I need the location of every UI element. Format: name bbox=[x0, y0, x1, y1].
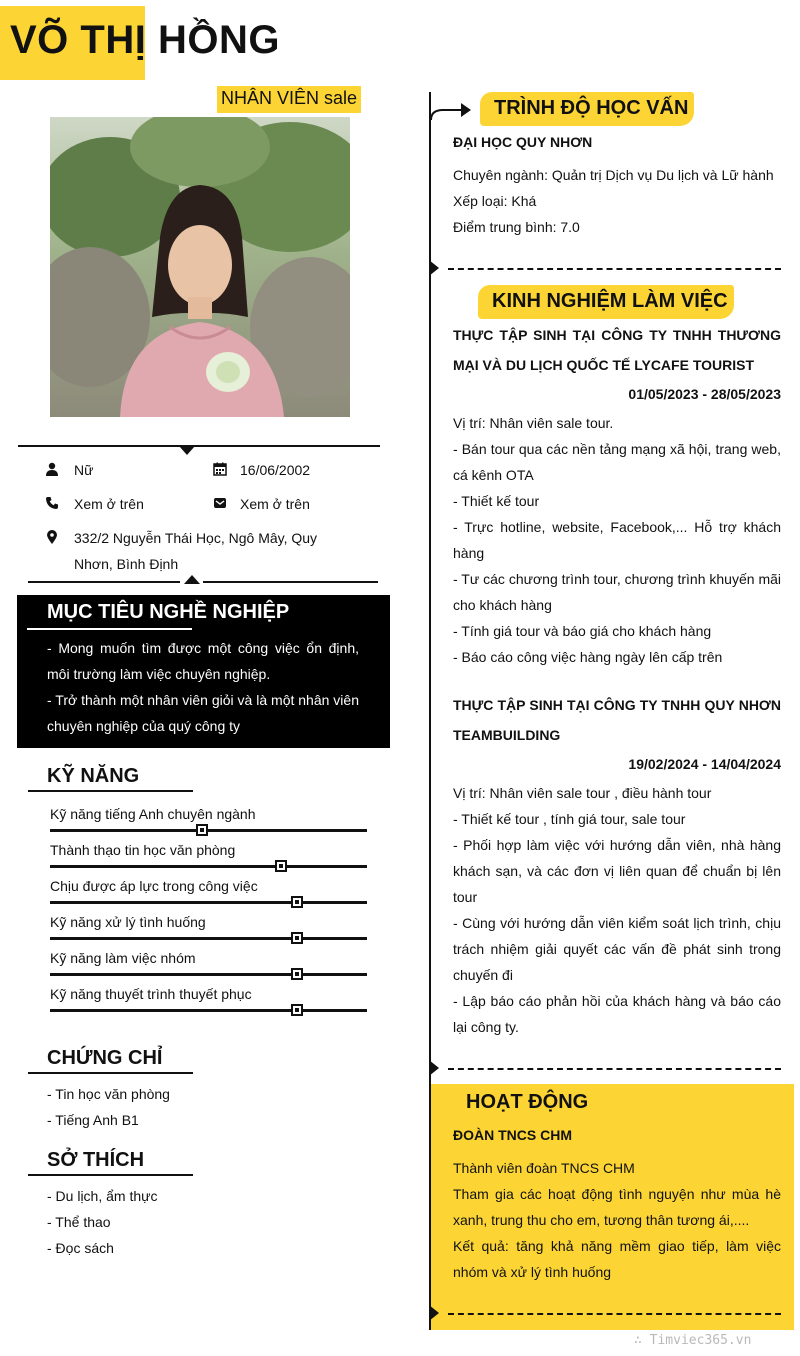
education-school: ĐẠI HỌC QUY NHƠN bbox=[453, 134, 593, 150]
activities-title: HOẠT ĐỘNG bbox=[466, 1091, 589, 1113]
email-value: Xem ở trên bbox=[240, 496, 310, 512]
divider-marker-down bbox=[179, 446, 195, 455]
skill-label: Kỹ năng làm việc nhóm bbox=[50, 950, 196, 966]
candidate-name: VÕ THỊ HỒNG bbox=[10, 18, 280, 62]
job-2-details: Vị trí: Nhân viên sale tour , điều hành tour - Thiết kế tour , tính giá tour, sale tour - Phối hợp làm việc với hướng dẫn viên, nhà hàng khách sạn, và các đơn vị liên quan để chuẩn bị lên tour - Cùng với hướng dẫn viên kiểm soát lịch trình, chịu trách nhiệm giải quyết các vấn đề phát sinh trong chuyến đi - Lập báo cáo phản hồi của khách hàng và báo cáo lại công ty. bbox=[453, 785, 781, 1035]
skill-label: Kỹ năng thuyết trình thuyết phục bbox=[50, 986, 252, 1002]
activities-org: ĐOÀN TNCS CHM bbox=[453, 1127, 572, 1143]
career-goal-underline bbox=[27, 628, 192, 630]
watermark: ∴ Timviec365.vn bbox=[634, 1333, 752, 1348]
skill-label: Thành thạo tin học văn phòng bbox=[50, 842, 236, 858]
skill-label: Chịu được áp lực trong công việc bbox=[50, 878, 258, 894]
education-details: Chuyên ngành: Quản trị Dịch vụ Du lịch và Lữ hành Xếp loại: Khá Điểm trung bình: 7.0 bbox=[453, 167, 774, 235]
dashed-divider-3 bbox=[448, 1313, 781, 1315]
job-2-dates: 19/02/2024 - 14/04/2024 bbox=[628, 756, 781, 772]
skill-level-knob bbox=[196, 824, 208, 836]
skill-level-knob bbox=[291, 1004, 303, 1016]
skills-title: KỸ NĂNG bbox=[47, 765, 140, 787]
skill-label: Kỹ năng tiếng Anh chuyên ngành bbox=[50, 806, 256, 822]
hobbies-title: SỞ THÍCH bbox=[47, 1149, 145, 1171]
gender-icon bbox=[45, 462, 61, 478]
dashed-divider-2 bbox=[448, 1068, 781, 1070]
email-icon bbox=[213, 496, 229, 512]
birthdate-value: 16/06/2002 bbox=[240, 462, 311, 478]
certificates-underline bbox=[28, 1072, 193, 1074]
skill-level-bar bbox=[50, 1009, 367, 1012]
career-goal-text: - Mong muốn tìm được một công việc ổn định, môi trường làm việc chuyên nghiệp. - Trở thành một nhân viên giỏi và là một nhân viên chuyên nghiệp của quý công ty bbox=[47, 640, 359, 734]
certificates-title: CHỨNG CHỈ bbox=[47, 1047, 163, 1069]
skill-level-knob bbox=[291, 968, 303, 980]
career-goal-title: MỤC TIÊU NGHỀ NGHIỆP bbox=[47, 601, 290, 623]
skill-level-knob bbox=[291, 896, 303, 908]
dashed-divider-1 bbox=[448, 268, 781, 270]
timeline-marker-2 bbox=[429, 1060, 439, 1076]
job-1-company: THỰC TẬP SINH TẠI CÔNG TY TNHH THƯƠNG MẠI VÀ DU LỊCH QUỐC TẾ LYCAFE TOURIST bbox=[453, 327, 781, 373]
info-bottom-divider-left bbox=[28, 581, 180, 583]
timeline-line bbox=[429, 92, 431, 1330]
hobbies-list: - Du lịch, ẩm thực - Thể thao - Đọc sách bbox=[47, 1188, 158, 1256]
location-pin-icon bbox=[45, 530, 61, 546]
experience-title: KINH NGHIỆM LÀM VIỆC bbox=[492, 290, 728, 312]
activities-details: Thành viên đoàn TNCS CHM Tham gia các hoạt động tình nguyện như mùa hè xanh, trung thu cho em, tương thân tương ái,.... Kết quả: tăng khả năng mềm giao tiếp, làm việc nhóm và xử lý tình huống bbox=[453, 1160, 781, 1280]
info-bottom-divider-right bbox=[203, 581, 378, 583]
skill-level-bar bbox=[50, 973, 367, 976]
job-2-company: THỰC TẬP SINH TẠI CÔNG TY TNHH QUY NHƠN TEAMBUILDING bbox=[453, 697, 781, 743]
hobbies-underline bbox=[28, 1174, 193, 1176]
certificates-list: - Tin học văn phòng - Tiếng Anh B1 bbox=[47, 1086, 170, 1128]
phone-icon bbox=[45, 496, 61, 512]
skill-level-bar bbox=[50, 901, 367, 904]
job-1-dates: 01/05/2023 - 28/05/2023 bbox=[628, 386, 781, 402]
skill-level-knob bbox=[275, 860, 287, 872]
education-arrow-icon bbox=[429, 98, 474, 122]
timeline-marker-3 bbox=[429, 1305, 439, 1321]
timeline-marker-1 bbox=[429, 260, 439, 276]
skill-level-bar bbox=[50, 829, 367, 832]
career-goal-section bbox=[17, 595, 390, 748]
skill-level-bar bbox=[50, 937, 367, 940]
gender-value: Nữ bbox=[74, 462, 94, 478]
calendar-icon bbox=[213, 462, 229, 478]
phone-value: Xem ở trên bbox=[74, 496, 144, 512]
info-top-divider bbox=[18, 445, 380, 447]
education-title: TRÌNH ĐỘ HỌC VẤN bbox=[494, 97, 689, 119]
job-1-details: Vị trí: Nhân viên sale tour. - Bán tour qua các nền tảng mạng xã hội, trang web, cá kênh OTA - Thiết kế tour - Trực hotline, website, Facebook,... Hỗ trợ khách hàng - Tư các chương trình tour, chương trình khuyến mãi cho khách hàng - Tính giá tour và báo giá cho khách hàng - Báo cáo công việc hàng ngày lên cấp trên bbox=[453, 415, 781, 665]
skill-level-bar bbox=[50, 865, 367, 868]
skill-label: Kỹ năng xử lý tình huống bbox=[50, 914, 206, 930]
profile-photo bbox=[50, 117, 350, 417]
job-title: NHÂN VIÊN sale bbox=[217, 86, 361, 113]
divider-marker-up bbox=[184, 575, 200, 584]
skill-level-knob bbox=[291, 932, 303, 944]
address-value: 332/2 Nguyễn Thái Học, Ngô Mây, Quy Nhơn, Bình Định bbox=[74, 530, 318, 572]
skills-underline bbox=[28, 790, 193, 792]
